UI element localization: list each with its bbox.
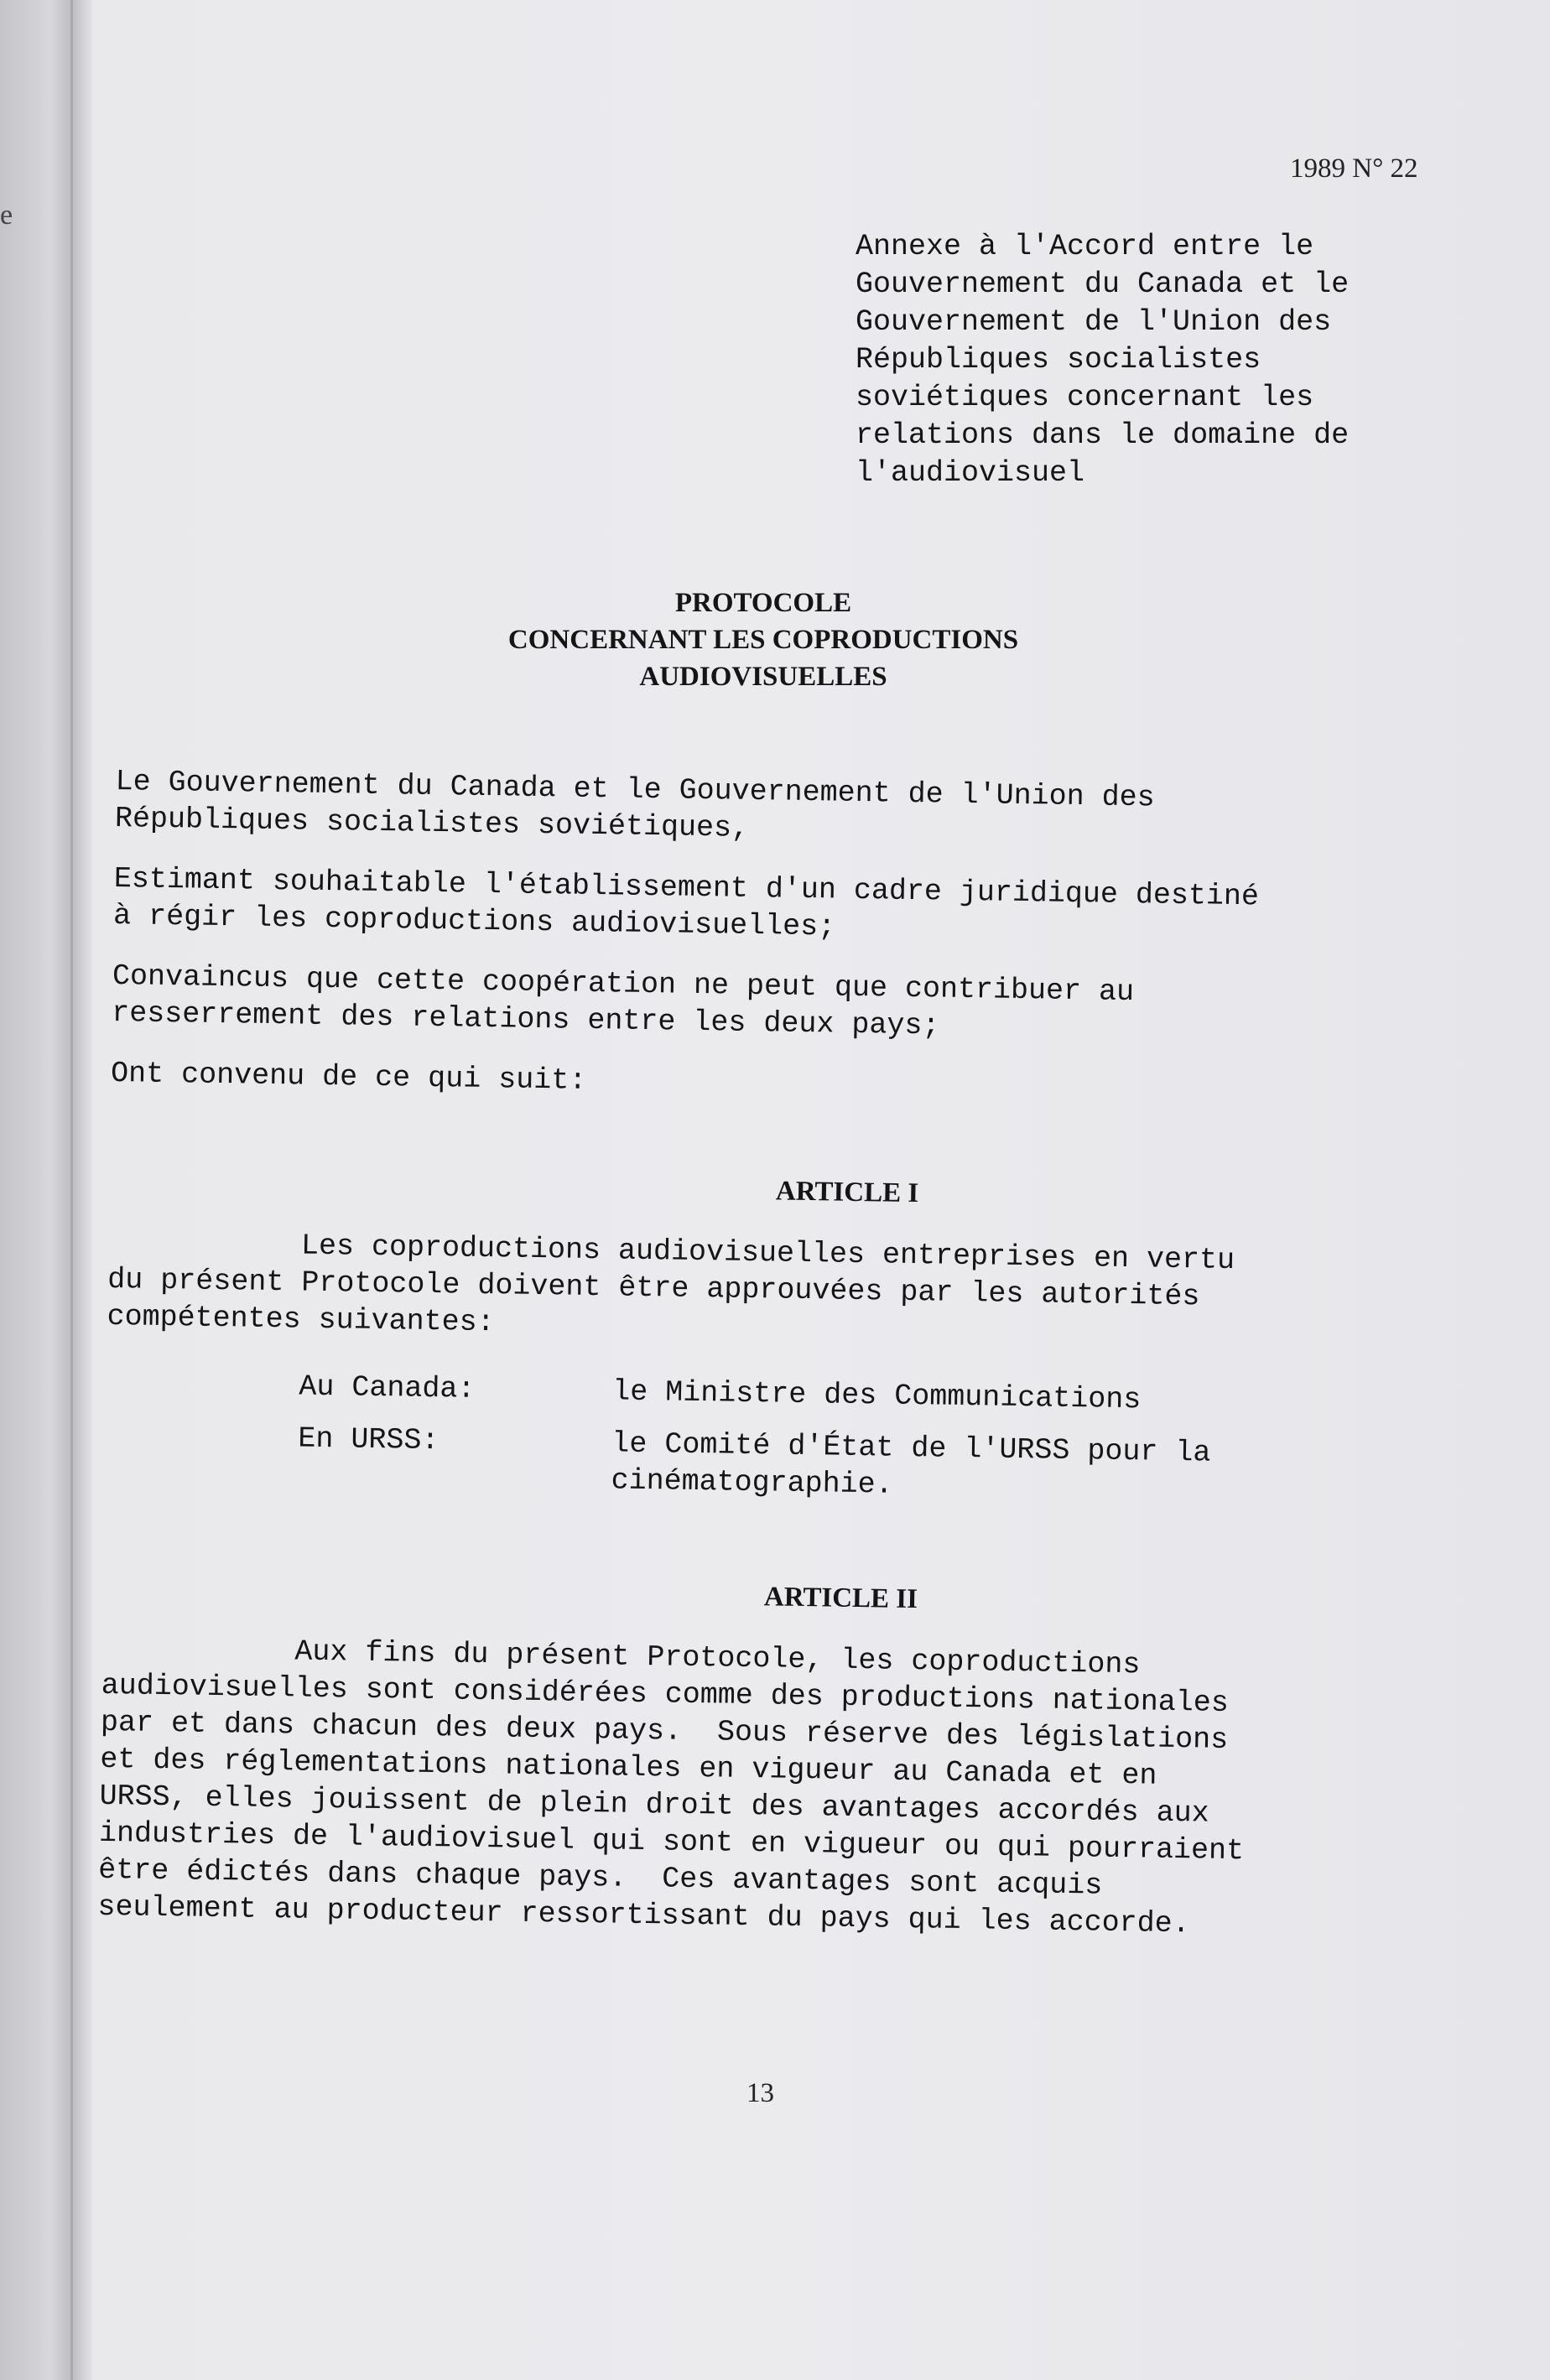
article-2-text: audiovisuelles sont considérées comme des productions nationales par et dans chacun des deux pays. Sous réserve des législations et des réglementations nationales en vigueur au Canada et en URSS, elles jouissent de plein droit des avantages accordés aux industries de l'audiovisuel qui sont en vigueur ou qui pourraient être édictés dans chaque pays. Ces avantages sont acquis seulement au producteur ressortissant du pays qui les accorde. [97,1668,1245,1941]
annex-line: Gouvernement du Canada et le [856,268,1350,301]
authority-row-ussr [104,1417,1480,1513]
article-1-heading: ARTICLE I [775,1176,919,1209]
authority-label: En URSS: [298,1421,440,1458]
document-reference: 1989 N° 22 [1290,153,1418,184]
authority-label: Au Canada: [299,1369,476,1406]
annex-line: Gouvernement de l'Union des [856,305,1332,339]
annex-line: Républiques socialistes [856,343,1261,377]
authority-row-canada [106,1365,1481,1424]
protocol-title [470,585,1057,695]
annex-line: soviétiques concernant les [856,381,1314,414]
page-binding [0,0,92,2380]
article-1-text: du présent Protocole doivent être approuvées par les autorités compétentes suivantes: [107,1262,1200,1340]
preamble-parties: Le Gouvernement du Canada et le Gouvernement de l'Union des Républiques socialistes soviétiques, [114,764,1156,845]
preamble-considering: Estimant souhaitable l'établissement d'un cadre juridique destiné à régir les coproductions audiovisuelles; [112,861,1260,944]
annex-line: Annexe à l'Accord entre le [856,230,1314,263]
title-line: AUDIOVISUELLES [639,662,887,692]
page-number: 13 [746,2078,774,2108]
binding-fold-line [70,0,73,2380]
protocol-body [97,763,1491,1971]
article-2-heading: ARTICLE II [763,1582,918,1615]
annex-line: relations dans le domaine de [856,418,1350,452]
title-line: PROTOCOLE [674,588,852,618]
edge-glyph: e [0,200,13,231]
annex-line: l'audiovisuel [856,456,1085,490]
title-line: CONCERNANT LES COPRODUCTIONS [507,625,1019,655]
authority-value: le Comité d'État de l'URSS pour la cinématographie. [611,1426,1211,1502]
annex-caption [856,228,1459,492]
authority-value: le Ministre des Communications [611,1374,1142,1417]
article-1-first-line: Les coproductions audiovisuelles entreprises en vertu [300,1229,1235,1278]
article-2-first-line: Aux fins du présent Protocole, les coproductions [294,1634,1141,1682]
preamble-agreed: Ont convenu de ce qui suit: [110,1056,587,1098]
preamble-convinced: Convaincus que cette coopération ne peut que contribuer au resserrement des relations entre les deux pays; [112,959,1135,1043]
